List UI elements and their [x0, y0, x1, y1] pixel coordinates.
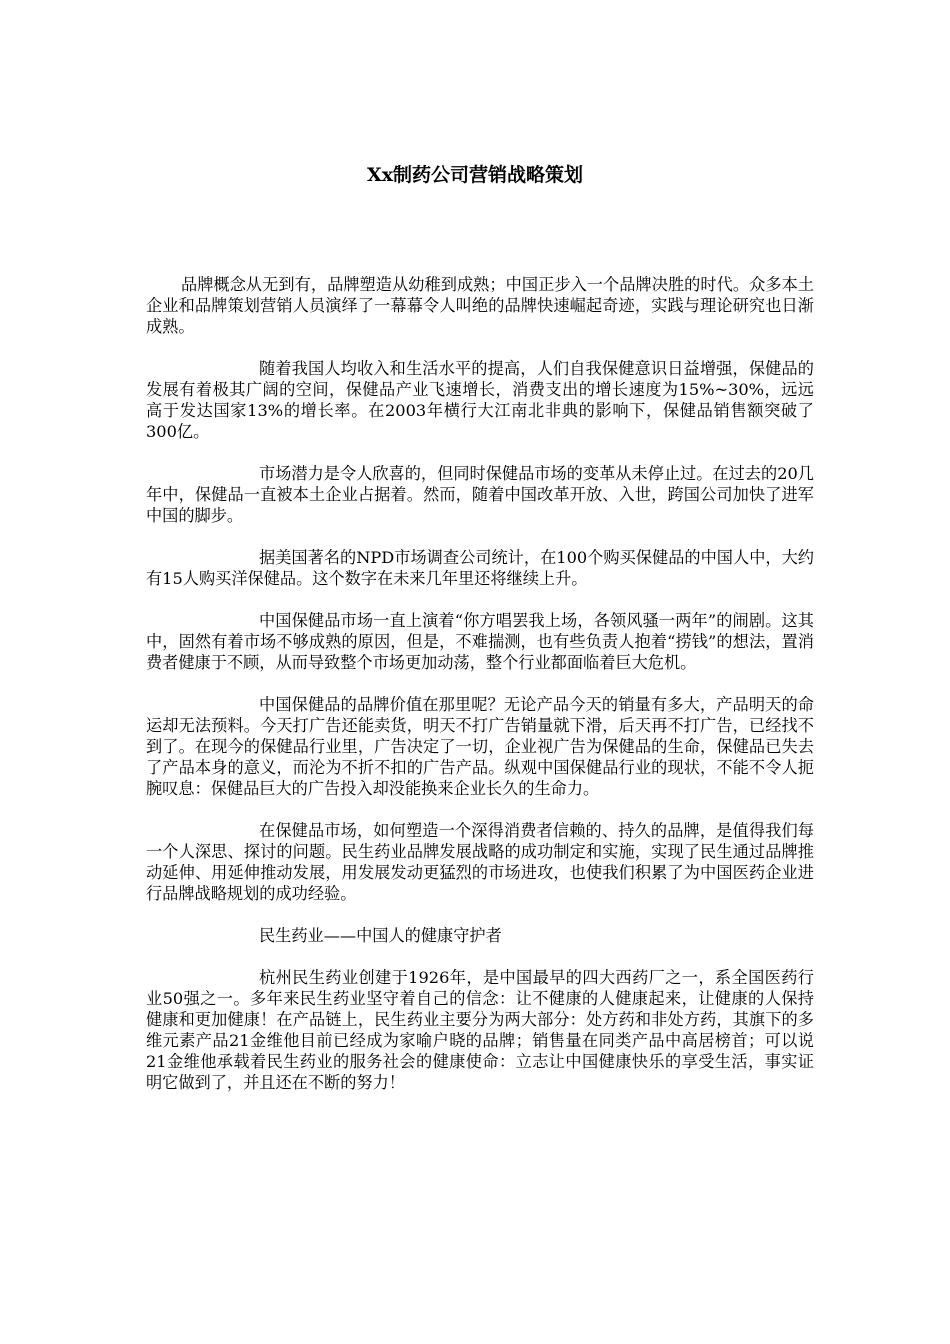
paragraph-brand-strategy: 在保健品市场，如何塑造一个深得消费者信赖的、持久的品牌，是值得我们每一个人深思、探讨的问题。民生药业品牌发展战略的成功制定和实施，实现了民生通过品牌推动延伸、用延伸推动发展，用发展发动更猛烈的市场进攻，也使我们积累了为中国医药企业进行品牌战略规划的成功经验。 — [146, 821, 814, 903]
paragraph-market-growth: 随着我国人均收入和生活水平的提高，人们自我保健意识日益增强，保健品的发展有着极其广阔的空间，保健品产业飞速增长，消费支出的增长速度为15%~30%，远远高于发达国家13%的增长率。在2003年横行大江南北非典的影响下，保健品销售额突破了300亿。 — [146, 359, 814, 441]
paragraph-market-potential: 市场潜力是令人欣喜的，但同时保健品市场的变革从未停止过。在过去的20几年中，保健品一直被本土企业占据着。然而，随着中国改革开放、入世，跨国公司加快了进军中国的脚步。 — [146, 464, 814, 525]
paragraph-brand-era: 品牌概念从无到有，品牌塑造从幼稚到成熟；中国正步入一个品牌决胜的时代。众多本土企业和品牌策划营销人员演绎了一幕幕令人叫绝的品牌快速崛起奇迹，实践与理论研究也日渐成熟。 — [146, 275, 814, 336]
paragraph-market-chaos: 中国保健品市场一直上演着“你方唱罢我上场，各领风骚一两年”的闹剧。这其中，固然有着市场不够成熟的原因，但是，不难揣测，也有些负责人抱着“捞钱”的想法，置消费者健康于不顾，从而导致整个市场更加动荡，整个行业都面临着巨大危机。 — [146, 611, 814, 672]
paragraph-minsheng-history: 杭州民生药业创建于1926年，是中国最早的四大西药厂之一，系全国医药行业50强之一。多年来民生药业坚守着自己的信念：让不健康的人健康起来，让健康的人保持健康和更加健康！在产品链上，民生药业主要分为两大部分：处方药和非处方药，其旗下的多维元素产品21金维他目前已经成为家喻户晓的品牌；销售量在同类产品中高居榜首；可以说21金维他承载着民生药业的服务社会的健康使命：立志让中国健康快乐的享受生活，事实证明它做到了，并且还在不断的努力！ — [146, 968, 814, 1092]
section-heading-minsheng: 民生药业——中国人的健康守护者 — [259, 926, 502, 945]
paragraph-npd-survey: 据美国著名的NPD市场调查公司统计，在100个购买保健品的中国人中，大约有15人购买洋保健品。这个数字在未来几年里还将继续上升。 — [146, 548, 814, 588]
document-title: Xx制药公司营销战略策划 — [366, 164, 584, 186]
paragraph-brand-value: 中国保健品的品牌价值在那里呢？无论产品今天的销量有多大，产品明天的命运却无法预料。今天打广告还能卖货，明天不打广告销量就下滑，后天再不打广告，已经找不到了。在现今的保健品行业里，广告决定了一切，企业视广告为保健品的生命，保健品已失去了产品本身的意义，而沦为不折不扣的广告产品。纵观中国保健品行业的现状，不能不令人扼腕叹息：保健品巨大的广告投入却没能换来企业长久的生命力。 — [146, 695, 814, 798]
document-body — [146, 274, 814, 1114]
